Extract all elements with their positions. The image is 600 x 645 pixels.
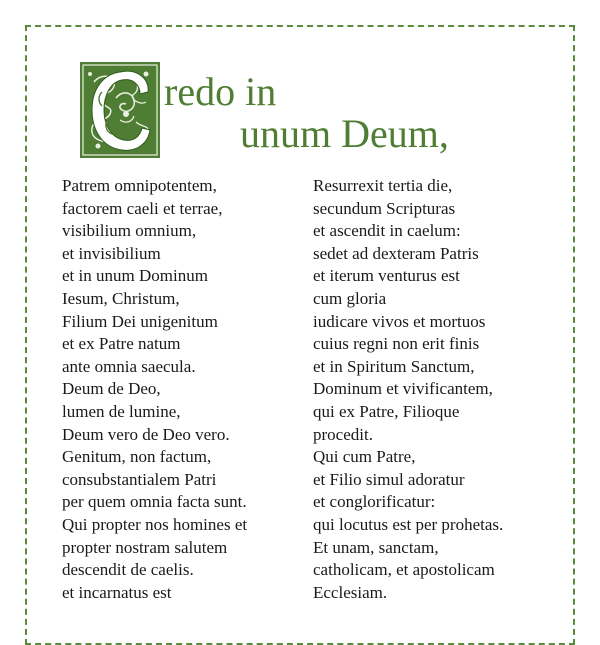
- text-line: per quem omnia facta sunt.: [62, 492, 247, 512]
- text-line: qui ex Patre, Filioque: [313, 401, 460, 421]
- text-line: visibilium omnium,: [62, 221, 197, 241]
- text-line: Dominum et vivificantem,: [313, 379, 493, 399]
- text-line: factorem caeli et terrae,: [62, 198, 223, 218]
- illuminated-initial-c: [80, 62, 160, 158]
- text-line: Resurrexit tertia die,: [313, 176, 453, 195]
- text-line: Patrem omnipotentem,: [62, 176, 217, 195]
- text-line: et in Spiritum Sanctum,: [313, 356, 475, 376]
- text-line: et iterum venturus est: [313, 266, 460, 286]
- text-line: iudicare vivos et mortuos: [313, 311, 486, 331]
- text-line: Qui propter nos homines et: [62, 514, 248, 534]
- text-line: et Filio simul adoratur: [313, 469, 465, 489]
- text-line: qui locutus est per prohetas.: [313, 514, 504, 534]
- text-line: Deum de Deo,: [62, 379, 161, 399]
- text-line: Genitum, non factum,: [62, 447, 212, 467]
- text-line: cum gloria: [313, 288, 387, 308]
- text-line: lumen de lumine,: [62, 401, 181, 421]
- text-line: ante omnia saecula.: [62, 356, 196, 376]
- text-line: cuius regni non erit finis: [313, 334, 480, 354]
- creed-left-column: [62, 175, 247, 604]
- title-line-1: redo in: [164, 69, 277, 114]
- text-line: et in unum Dominum: [62, 266, 208, 286]
- text-line: et invisibilium: [62, 243, 161, 263]
- text-line: sedet ad dexteram Patris: [313, 243, 479, 263]
- text-line: et ascendit in caelum:: [313, 221, 461, 241]
- text-line: consubstantialem Patri: [62, 469, 217, 489]
- creed-right-column: [313, 175, 503, 604]
- text-line: Filium Dei unigenitum: [62, 311, 218, 331]
- text-line: Qui cum Patre,: [313, 447, 416, 467]
- text-line: catholicam, et apostolicam: [313, 560, 495, 580]
- text-line: Deum vero de Deo vero.: [62, 424, 230, 444]
- text-line: Et unam, sanctam,: [313, 537, 439, 557]
- title-line-2: unum Deum,: [240, 111, 449, 156]
- text-line: descendit de caelis.: [62, 560, 194, 580]
- text-line: secundum Scripturas: [313, 198, 456, 218]
- text-line: Iesum, Christum,: [62, 288, 180, 308]
- text-line: et ex Patre natum: [62, 334, 181, 354]
- text-line: Ecclesiam.: [313, 582, 388, 602]
- text-line: procedit.: [313, 424, 373, 444]
- text-line: et incarnatus est: [62, 582, 172, 602]
- text-line: et conglorificatur:: [313, 492, 436, 512]
- text-line: propter nostram salutem: [62, 537, 228, 557]
